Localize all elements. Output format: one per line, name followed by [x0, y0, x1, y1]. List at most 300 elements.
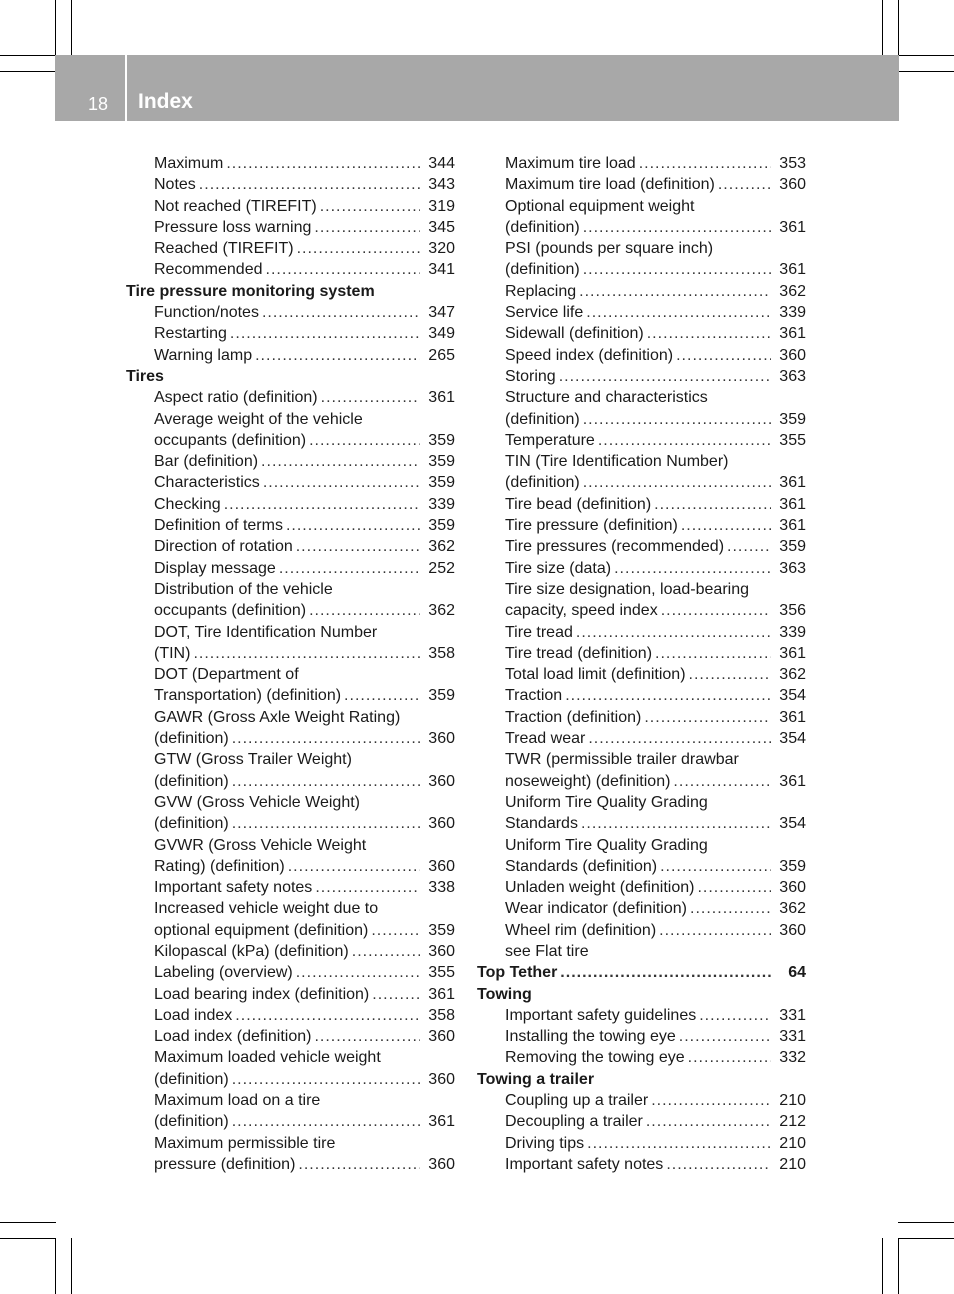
dot-leader: [320, 196, 420, 217]
entry-row: [154, 345, 455, 366]
dot-leader: [298, 1154, 420, 1175]
entry-text: Tire size designation, load-bearing: [505, 580, 749, 598]
entry-text: Towing: [477, 985, 532, 1003]
entry-text: (definition): [505, 410, 580, 428]
page-ref: 64: [788, 964, 806, 982]
entry-text: (TIN): [154, 644, 191, 662]
entry-row: [154, 451, 455, 472]
dot-leader: [232, 813, 420, 834]
entry-text: PSI (pounds per square inch): [505, 240, 714, 258]
entry-text: Total load limit (definition): [505, 666, 686, 684]
entry-row: [154, 387, 455, 408]
entry-row: [154, 728, 455, 749]
entry-text: pressure (definition): [154, 1155, 296, 1173]
index-entry: [126, 1133, 455, 1176]
page-ref: 362: [779, 900, 806, 918]
entry-text: Distribution of the vehicle: [154, 580, 333, 598]
page-ref: 353: [779, 155, 806, 172]
entry-text: Tire size (data): [505, 559, 612, 577]
index-entry: [477, 1090, 806, 1111]
index-entry: [126, 302, 455, 323]
entry-text: Not reached (TIREFIT): [154, 197, 317, 215]
entry-text: Pressure loss warning: [154, 218, 312, 236]
index-entry: [126, 217, 455, 238]
dot-leader: [193, 643, 420, 664]
page-ref: 361: [779, 517, 806, 535]
entry-row: [505, 1111, 806, 1132]
index-entry: [477, 707, 806, 728]
index-entry: [126, 196, 455, 217]
index-entry: [126, 451, 455, 472]
entry-row: [505, 685, 806, 706]
dot-leader: [581, 813, 771, 834]
entry-row: [505, 600, 806, 621]
index-entry: [126, 792, 455, 835]
page-ref: 361: [779, 495, 806, 513]
index-entry: [126, 749, 455, 792]
entry-text: noseweight) (definition): [505, 772, 671, 790]
index-entry: [477, 920, 806, 941]
entry-text: TWR (permissible trailer drawbar: [505, 751, 739, 769]
entry-row: [154, 494, 455, 515]
entry-row: [505, 877, 806, 898]
dot-leader: [659, 920, 771, 941]
entry-text: Tire pressure (definition): [505, 517, 678, 535]
page-ref: 345: [428, 218, 455, 236]
entry-text: Removing the towing eye: [505, 1049, 685, 1067]
page-ref: 331: [779, 1006, 806, 1024]
page-ref: 210: [779, 1134, 806, 1152]
dot-leader: [372, 984, 420, 1005]
entry-row: [505, 366, 806, 387]
dot-leader: [232, 1111, 420, 1132]
index-entry: [477, 749, 806, 792]
entry-row: [505, 217, 806, 238]
entry-text: Standards (definition): [505, 857, 658, 875]
entry-row: [154, 877, 455, 898]
entry-text: GTW (Gross Trailer Weight): [154, 751, 352, 769]
index-heading: [477, 962, 806, 983]
index-entry: [477, 174, 806, 195]
index-entry: [126, 1026, 455, 1047]
entry-row: [154, 813, 455, 834]
dot-leader: [309, 430, 420, 451]
dot-leader: [314, 1026, 420, 1047]
dot-leader: [232, 771, 420, 792]
entry-row: [154, 536, 455, 557]
index-entry: [126, 1005, 455, 1026]
entry-text: Tire bead (definition): [505, 495, 652, 513]
index-entry: [126, 259, 455, 280]
dot-leader: [314, 217, 420, 238]
index-entry: [477, 430, 806, 451]
crop-mark: [0, 1222, 56, 1223]
page-ref: 361: [779, 772, 806, 790]
dot-leader: [689, 664, 771, 685]
page-ref: 362: [779, 666, 806, 684]
dot-leader: [226, 153, 420, 174]
entry-text: Rating) (definition): [154, 857, 285, 875]
page-ref: 363: [779, 559, 806, 577]
dot-leader: [697, 877, 771, 898]
dot-leader: [352, 941, 420, 962]
index-entry: [126, 409, 455, 452]
page-ref: 361: [779, 708, 806, 726]
dot-leader: [644, 707, 771, 728]
index-entry: [126, 1090, 455, 1133]
page-ref: 360: [428, 1070, 455, 1088]
index-entry: [126, 153, 455, 174]
entry-row: [505, 898, 806, 919]
page-ref: 355: [779, 431, 806, 449]
page-ref: 362: [779, 282, 806, 300]
entry-text: (definition): [505, 474, 580, 492]
index-entry: [477, 898, 806, 919]
entry-text: Average weight of the vehicle: [154, 410, 363, 428]
page-ref: 360: [428, 815, 455, 833]
crop-mark: [882, 1238, 883, 1294]
dot-leader: [199, 174, 420, 195]
entry-row: [154, 302, 455, 323]
entry-text: Bar (definition): [154, 453, 259, 471]
index-entry: [126, 472, 455, 493]
crop-mark: [55, 1238, 56, 1294]
index-entry: [477, 238, 806, 281]
entry-text: Optional equipment weight: [505, 197, 695, 215]
index-entry: [477, 345, 806, 366]
entry-text: Coupling up a trailer: [505, 1092, 649, 1110]
entry-text: Definition of terms: [154, 517, 283, 535]
entry-row: [505, 622, 806, 643]
page-ref: 339: [779, 623, 806, 641]
dot-leader: [371, 920, 420, 941]
entry-row: [505, 1047, 806, 1068]
dot-leader: [646, 1111, 771, 1132]
dot-leader: [309, 600, 420, 621]
crop-mark: [898, 55, 954, 56]
index-entry: [126, 238, 455, 259]
entry-row: [505, 813, 806, 834]
entry-row: [505, 558, 806, 579]
entry-text: Service life: [505, 304, 584, 322]
entry-text: Sidewall (definition): [505, 325, 644, 343]
entry-text: Display message: [154, 559, 276, 577]
entry-text: Tire pressure monitoring system: [126, 282, 375, 300]
page-ref: 359: [428, 517, 455, 535]
dot-leader: [583, 259, 771, 280]
entry-text: Tire tread: [505, 623, 573, 641]
entry-row: [154, 430, 455, 451]
page-ref: 361: [779, 218, 806, 236]
page-ref: 339: [428, 495, 455, 513]
page-ref: 344: [428, 155, 455, 172]
dot-leader: [587, 1133, 771, 1154]
dot-leader: [588, 728, 771, 749]
crop-mark: [898, 1238, 954, 1239]
crop-mark: [71, 1238, 72, 1294]
entry-row: [154, 153, 455, 174]
page-ref: 331: [779, 1028, 806, 1046]
page-ref: 361: [779, 325, 806, 343]
page-ref: 360: [779, 346, 806, 364]
index-heading: [477, 1069, 806, 1090]
page-ref: 212: [779, 1113, 806, 1131]
entry-text: Kilopascal (kPa) (definition): [154, 942, 349, 960]
dot-leader: [344, 685, 420, 706]
dot-leader: [583, 472, 771, 493]
entry-row: [154, 1111, 455, 1132]
page-ref: 360: [779, 176, 806, 194]
entry-text: occupants (definition): [154, 602, 307, 620]
index-entry: [477, 728, 806, 749]
crop-mark: [882, 0, 883, 56]
index-entry: [477, 1005, 806, 1026]
entry-row: [505, 643, 806, 664]
entry-text: Important safety guidelines: [505, 1006, 697, 1024]
dot-leader: [690, 898, 771, 919]
page-ref: 355: [428, 964, 455, 982]
index-entry: [126, 1047, 455, 1090]
dot-leader: [297, 238, 420, 259]
index-entry: [126, 941, 455, 962]
crop-mark: [0, 1238, 56, 1239]
entry-row: [477, 962, 806, 983]
page-ref: 361: [428, 985, 455, 1003]
entry-text: occupants (definition): [154, 431, 307, 449]
entry-text: Load bearing index (definition): [154, 985, 370, 1003]
dot-leader: [321, 387, 420, 408]
index-entry: [477, 1047, 806, 1068]
index-entry: [477, 1154, 806, 1175]
crop-mark: [0, 55, 56, 56]
entry-text: Labeling (overview): [154, 964, 293, 982]
entry-text: Tire tread (definition): [505, 644, 653, 662]
index-entry: [477, 622, 806, 643]
index-entry: [126, 877, 455, 898]
entry-row: [154, 259, 455, 280]
entry-row: [154, 472, 455, 493]
entry-text: Notes: [154, 176, 196, 194]
entry-text: GVW (Gross Vehicle Weight): [154, 793, 360, 811]
entry-text: Transportation) (definition): [154, 687, 342, 705]
index-entry: [477, 664, 806, 685]
entry-row: [505, 345, 806, 366]
entry-text: see Flat tire: [505, 942, 589, 960]
entry-text: Important safety notes: [154, 879, 313, 897]
dot-leader: [560, 962, 771, 983]
index-column-left: [126, 153, 455, 1175]
entry-text: DOT, Tire Identification Number: [154, 623, 378, 641]
entry-text: Maximum loaded vehicle weight: [154, 1049, 381, 1067]
entry-text: Replacing: [505, 282, 577, 300]
dot-leader: [655, 643, 771, 664]
index-entry: [477, 792, 806, 835]
index-entry: [477, 1133, 806, 1154]
dot-leader: [699, 1005, 771, 1026]
crop-mark: [898, 0, 899, 56]
entry-row: [505, 302, 806, 323]
entry-row: [505, 664, 806, 685]
index-heading: [126, 281, 455, 302]
page-ref: 359: [779, 410, 806, 428]
crop-mark: [0, 71, 56, 72]
entry-text: Driving tips: [505, 1134, 585, 1152]
page-ref: 360: [779, 879, 806, 897]
entry-text: Tread wear: [505, 730, 586, 748]
index-entry: [477, 1111, 806, 1132]
entry-row: [154, 238, 455, 259]
dot-leader: [565, 685, 771, 706]
page-ref: 360: [428, 942, 455, 960]
dot-leader: [261, 451, 420, 472]
entry-row: [505, 430, 806, 451]
entry-row: [505, 409, 806, 430]
header-divider: [125, 55, 127, 121]
entry-row: [154, 558, 455, 579]
dot-leader: [654, 494, 771, 515]
dot-leader: [263, 472, 420, 493]
entry-text: Maximum permissible tire: [154, 1134, 336, 1152]
entry-text: (definition): [505, 261, 580, 279]
index-entry: [126, 387, 455, 408]
page-ref: 358: [428, 644, 455, 662]
entry-text: GVWR (Gross Vehicle Weight: [154, 836, 367, 854]
page-ref: 359: [428, 431, 455, 449]
index-entry: [477, 536, 806, 557]
entry-text: Unladen weight (definition): [505, 879, 695, 897]
entry-text: Increased vehicle weight due to: [154, 900, 379, 918]
page-ref: 362: [428, 602, 455, 620]
index-entry: [477, 877, 806, 898]
index-entry: [126, 494, 455, 515]
dot-leader: [296, 962, 420, 983]
entry-row: [505, 515, 806, 536]
entry-text: Speed index (definition): [505, 346, 674, 364]
index-entry: [477, 494, 806, 515]
index-entry: [126, 174, 455, 195]
entry-text: Recommended: [154, 261, 263, 279]
entry-row: [505, 281, 806, 302]
dot-leader: [230, 323, 420, 344]
page-ref: 359: [428, 453, 455, 471]
entry-text: Checking: [154, 495, 221, 513]
entry-text: GAWR (Gross Axle Weight Rating): [154, 708, 401, 726]
index-entry: [126, 622, 455, 665]
page-ref: 361: [779, 644, 806, 662]
dot-leader: [598, 430, 771, 451]
dot-leader: [235, 1005, 420, 1026]
page-number: 18: [88, 94, 109, 114]
index-entry: [126, 664, 455, 707]
entry-row: [154, 196, 455, 217]
entry-text: Top Tether: [477, 964, 558, 982]
dot-leader: [583, 409, 771, 430]
entry-row: [505, 920, 806, 941]
page-ref: 320: [428, 240, 455, 258]
index-entry: [126, 323, 455, 344]
index-entry: [477, 366, 806, 387]
entry-row: [154, 323, 455, 344]
entry-row: [505, 323, 806, 344]
entry-text: Tires: [126, 367, 164, 385]
dot-leader: [647, 323, 771, 344]
entry-row: [154, 962, 455, 983]
entry-row: [505, 1133, 806, 1154]
dot-leader: [639, 153, 771, 174]
dot-leader: [614, 558, 771, 579]
dot-leader: [266, 259, 421, 280]
page-ref: 361: [428, 389, 455, 407]
index-entry: [477, 387, 806, 430]
page-ref: 360: [428, 1155, 455, 1173]
dot-leader: [660, 856, 771, 877]
entry-row: [154, 1005, 455, 1026]
page-ref: 359: [428, 921, 455, 939]
index-entry: [477, 558, 806, 579]
dot-leader: [315, 877, 420, 898]
entry-text: Function/notes: [154, 304, 259, 322]
index-entry: [126, 515, 455, 536]
index-entry: [126, 962, 455, 983]
crop-mark: [898, 1222, 954, 1223]
entry-text: Maximum tire load (definition): [505, 176, 715, 194]
entry-text: DOT (Department of: [154, 666, 299, 684]
entry-text: Uniform Tire Quality Grading: [505, 793, 708, 811]
dot-leader: [232, 1069, 420, 1090]
entry-text: TIN (Tire Identification Number): [505, 453, 729, 471]
index-heading: [477, 984, 806, 1005]
page-ref: 359: [779, 857, 806, 875]
entry-row: [505, 472, 806, 493]
entry-text: Installing the towing eye: [505, 1028, 676, 1046]
page-ref: 359: [428, 474, 455, 492]
crop-mark: [55, 0, 56, 56]
entry-row: [505, 707, 806, 728]
index-entry: [477, 643, 806, 664]
entry-row: [505, 856, 806, 877]
entry-row: [505, 259, 806, 280]
page-ref: 341: [428, 261, 455, 279]
index-heading: [126, 366, 455, 387]
page-ref: 347: [428, 304, 455, 322]
page-ref: 339: [779, 304, 806, 322]
dot-leader: [576, 622, 771, 643]
index-entry: [126, 707, 455, 750]
dot-leader: [661, 600, 771, 621]
crop-mark: [898, 1238, 899, 1294]
page-ref: 349: [428, 325, 455, 343]
entry-row: [154, 515, 455, 536]
dot-leader: [262, 302, 420, 323]
index-entry: [477, 153, 806, 174]
index-entry: [477, 196, 806, 239]
dot-leader: [666, 1154, 771, 1175]
entry-row: [154, 600, 455, 621]
page-ref: 361: [779, 261, 806, 279]
page-ref: 210: [779, 1092, 806, 1110]
dot-leader: [681, 515, 771, 536]
dot-leader: [232, 728, 420, 749]
entry-row: [505, 1026, 806, 1047]
entry-row: [505, 1154, 806, 1175]
index-entry: [126, 536, 455, 557]
entry-text: (definition): [154, 815, 229, 833]
entry-text: Reached (TIREFIT): [154, 240, 294, 258]
page-ref: 354: [779, 687, 806, 705]
entry-text: Storing: [505, 367, 556, 385]
index-entry: [477, 579, 806, 622]
entry-row: [154, 685, 455, 706]
